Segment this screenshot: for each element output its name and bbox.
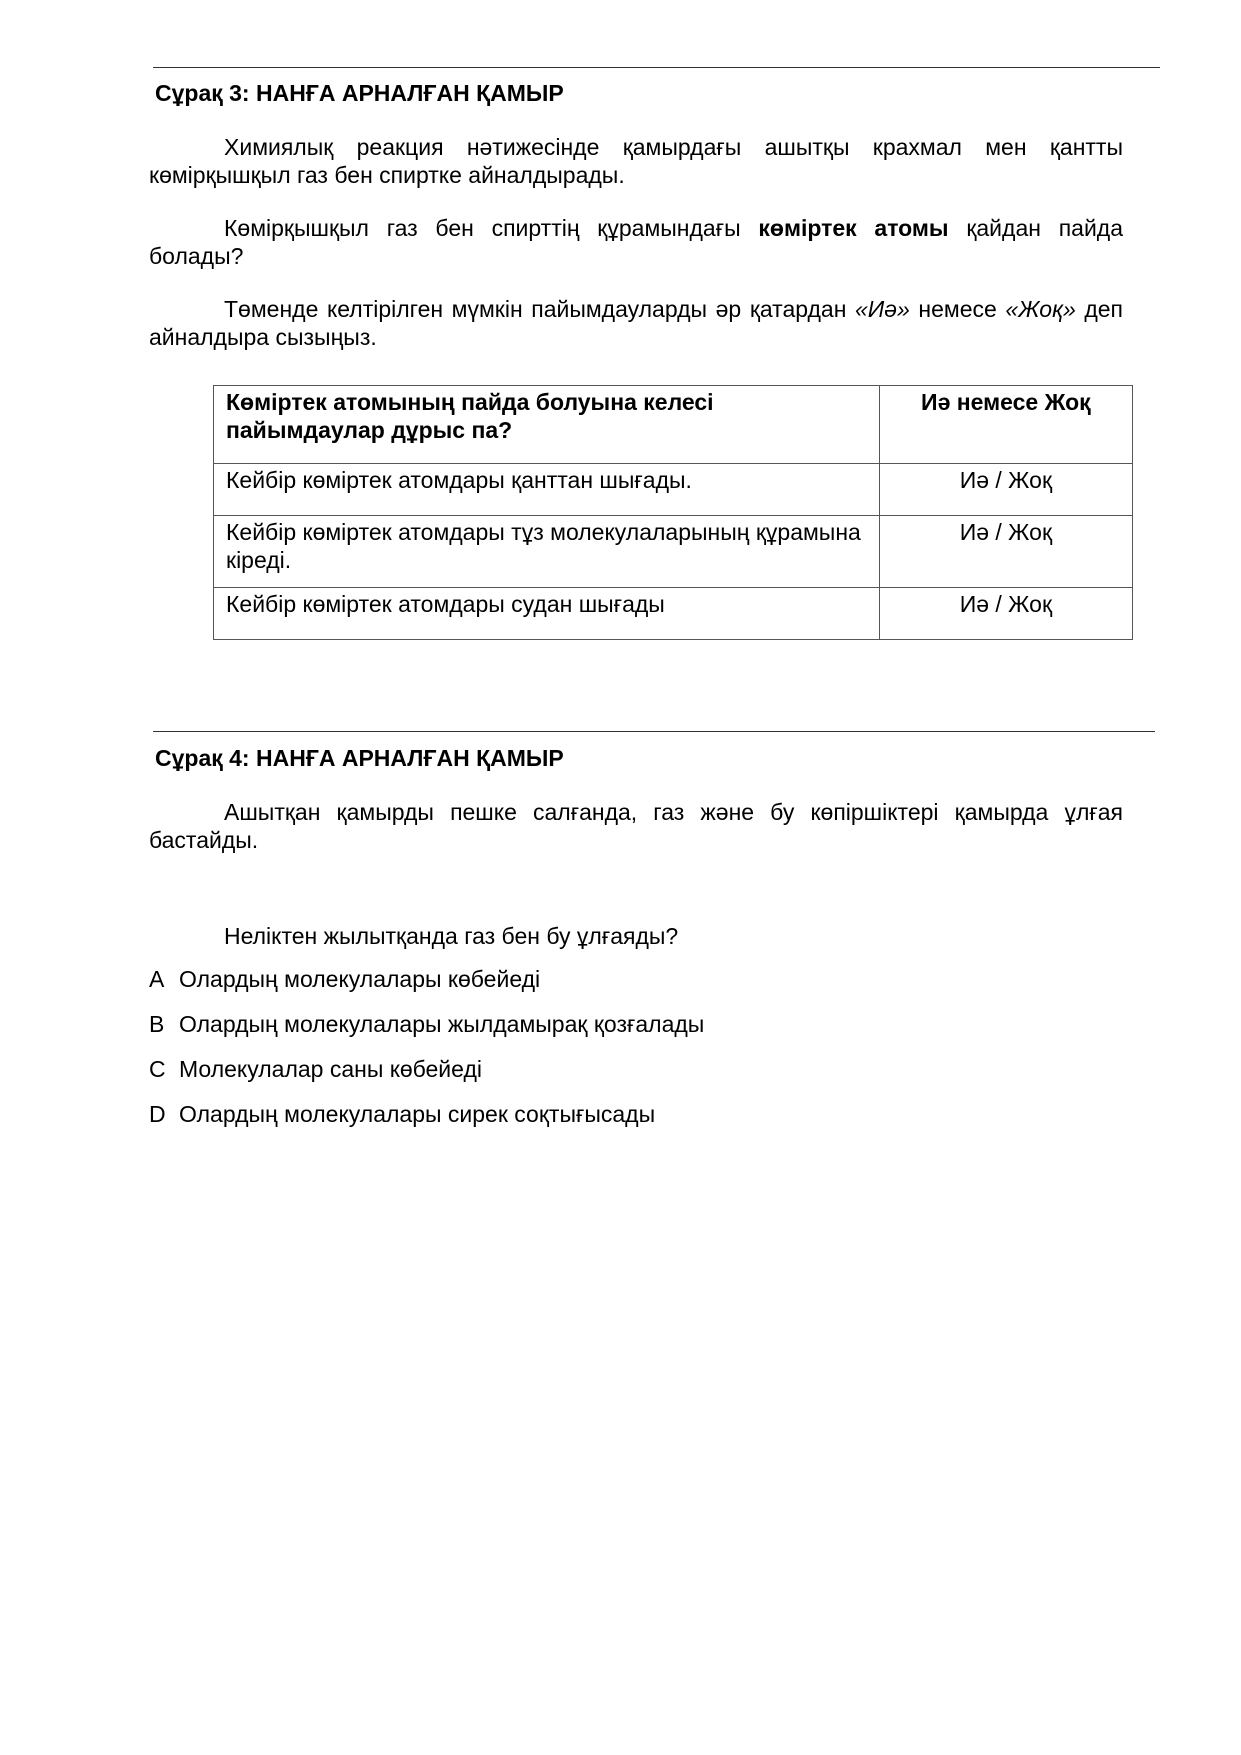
option-text: Олардың молекулалары сирек соқтығысады <box>179 1101 656 1127</box>
question-3-title: Сұрақ 3: НАНҒА АРНАЛҒАН ҚАМЫР <box>155 80 564 106</box>
instructions-text-middle: немесе <box>909 296 1006 322</box>
question-3-instructions <box>149 295 1123 351</box>
option-b[interactable] <box>149 1010 704 1055</box>
yes-no-answer-choice[interactable]: Иә / Жоқ <box>879 464 1132 516</box>
option-c[interactable] <box>149 1055 704 1100</box>
option-letter: D <box>149 1101 166 1127</box>
statements-table <box>213 385 1133 640</box>
top-divider <box>153 67 1160 68</box>
question-4-paragraph-1: Ашытқан қамырды пешке салғанда, газ және бу көпіршіктері қамырда ұлғая бастайды. <box>149 799 1123 853</box>
no-quote: «Жоқ» <box>1005 296 1076 322</box>
option-letter: A <box>149 966 165 992</box>
yes-no-answer-choice[interactable]: Иә / Жоқ <box>879 588 1132 640</box>
question-4-question: Неліктен жылытқанда газ бен бу ұлғаяды? <box>224 923 679 949</box>
option-letter: B <box>149 1011 165 1037</box>
answer-column-header: Иә немесе Жоқ <box>879 386 1132 464</box>
paragraph-2-text-start: Көмірқышқыл газ бен спирттің құрамындағы <box>224 215 759 241</box>
option-d[interactable] <box>149 1100 704 1145</box>
answer-options <box>149 965 704 1145</box>
statement-column-header: Көміртек атомының пайда болуына келесі пайымдаулар дұрыс па? <box>214 386 880 464</box>
yes-quote: «Иә» <box>855 296 910 322</box>
carbon-atom-emphasis: көміртек атомы <box>758 215 949 241</box>
yes-no-answer-choice[interactable]: Иә / Жоқ <box>879 516 1132 588</box>
section-divider <box>153 731 1155 732</box>
table-row <box>214 588 1133 640</box>
question-3-paragraph-1: Химиялық реакция нәтижесінде қамырдағы ашытқы крахмал мен қантты көмірқышқыл газ бен спиртке айналдырады. <box>149 134 1123 188</box>
statement-cell: Кейбір көміртек атомдары тұз молекулаларының құрамына кіреді. <box>214 516 880 588</box>
option-text: Молекулалар саны көбейеді <box>179 1056 482 1082</box>
statement-cell: Кейбір көміртек атомдары судан шығады <box>214 588 880 640</box>
table-header-row <box>214 386 1133 464</box>
statement-cell: Кейбір көміртек атомдары қанттан шығады. <box>214 464 880 516</box>
option-text: Олардың молекулалары жылдамырақ қозғалады <box>179 1011 705 1037</box>
table-row <box>214 516 1133 588</box>
option-text: Олардың молекулалары көбейеді <box>179 966 541 992</box>
question-4-title: Сұрақ 4: НАНҒА АРНАЛҒАН ҚАМЫР <box>155 745 564 771</box>
option-letter: C <box>149 1056 166 1082</box>
instructions-text-end: деп айналдыра сызыңыз. <box>149 296 1123 350</box>
table-row <box>214 464 1133 516</box>
paragraph-2-text-end: қайдан пайда болады? <box>149 215 1124 269</box>
question-3-paragraph-2 <box>149 214 1123 270</box>
instructions-text-start: Төменде келтірілген мүмкін пайымдауларды әр қатардан <box>224 296 855 322</box>
option-a[interactable] <box>149 965 704 1010</box>
